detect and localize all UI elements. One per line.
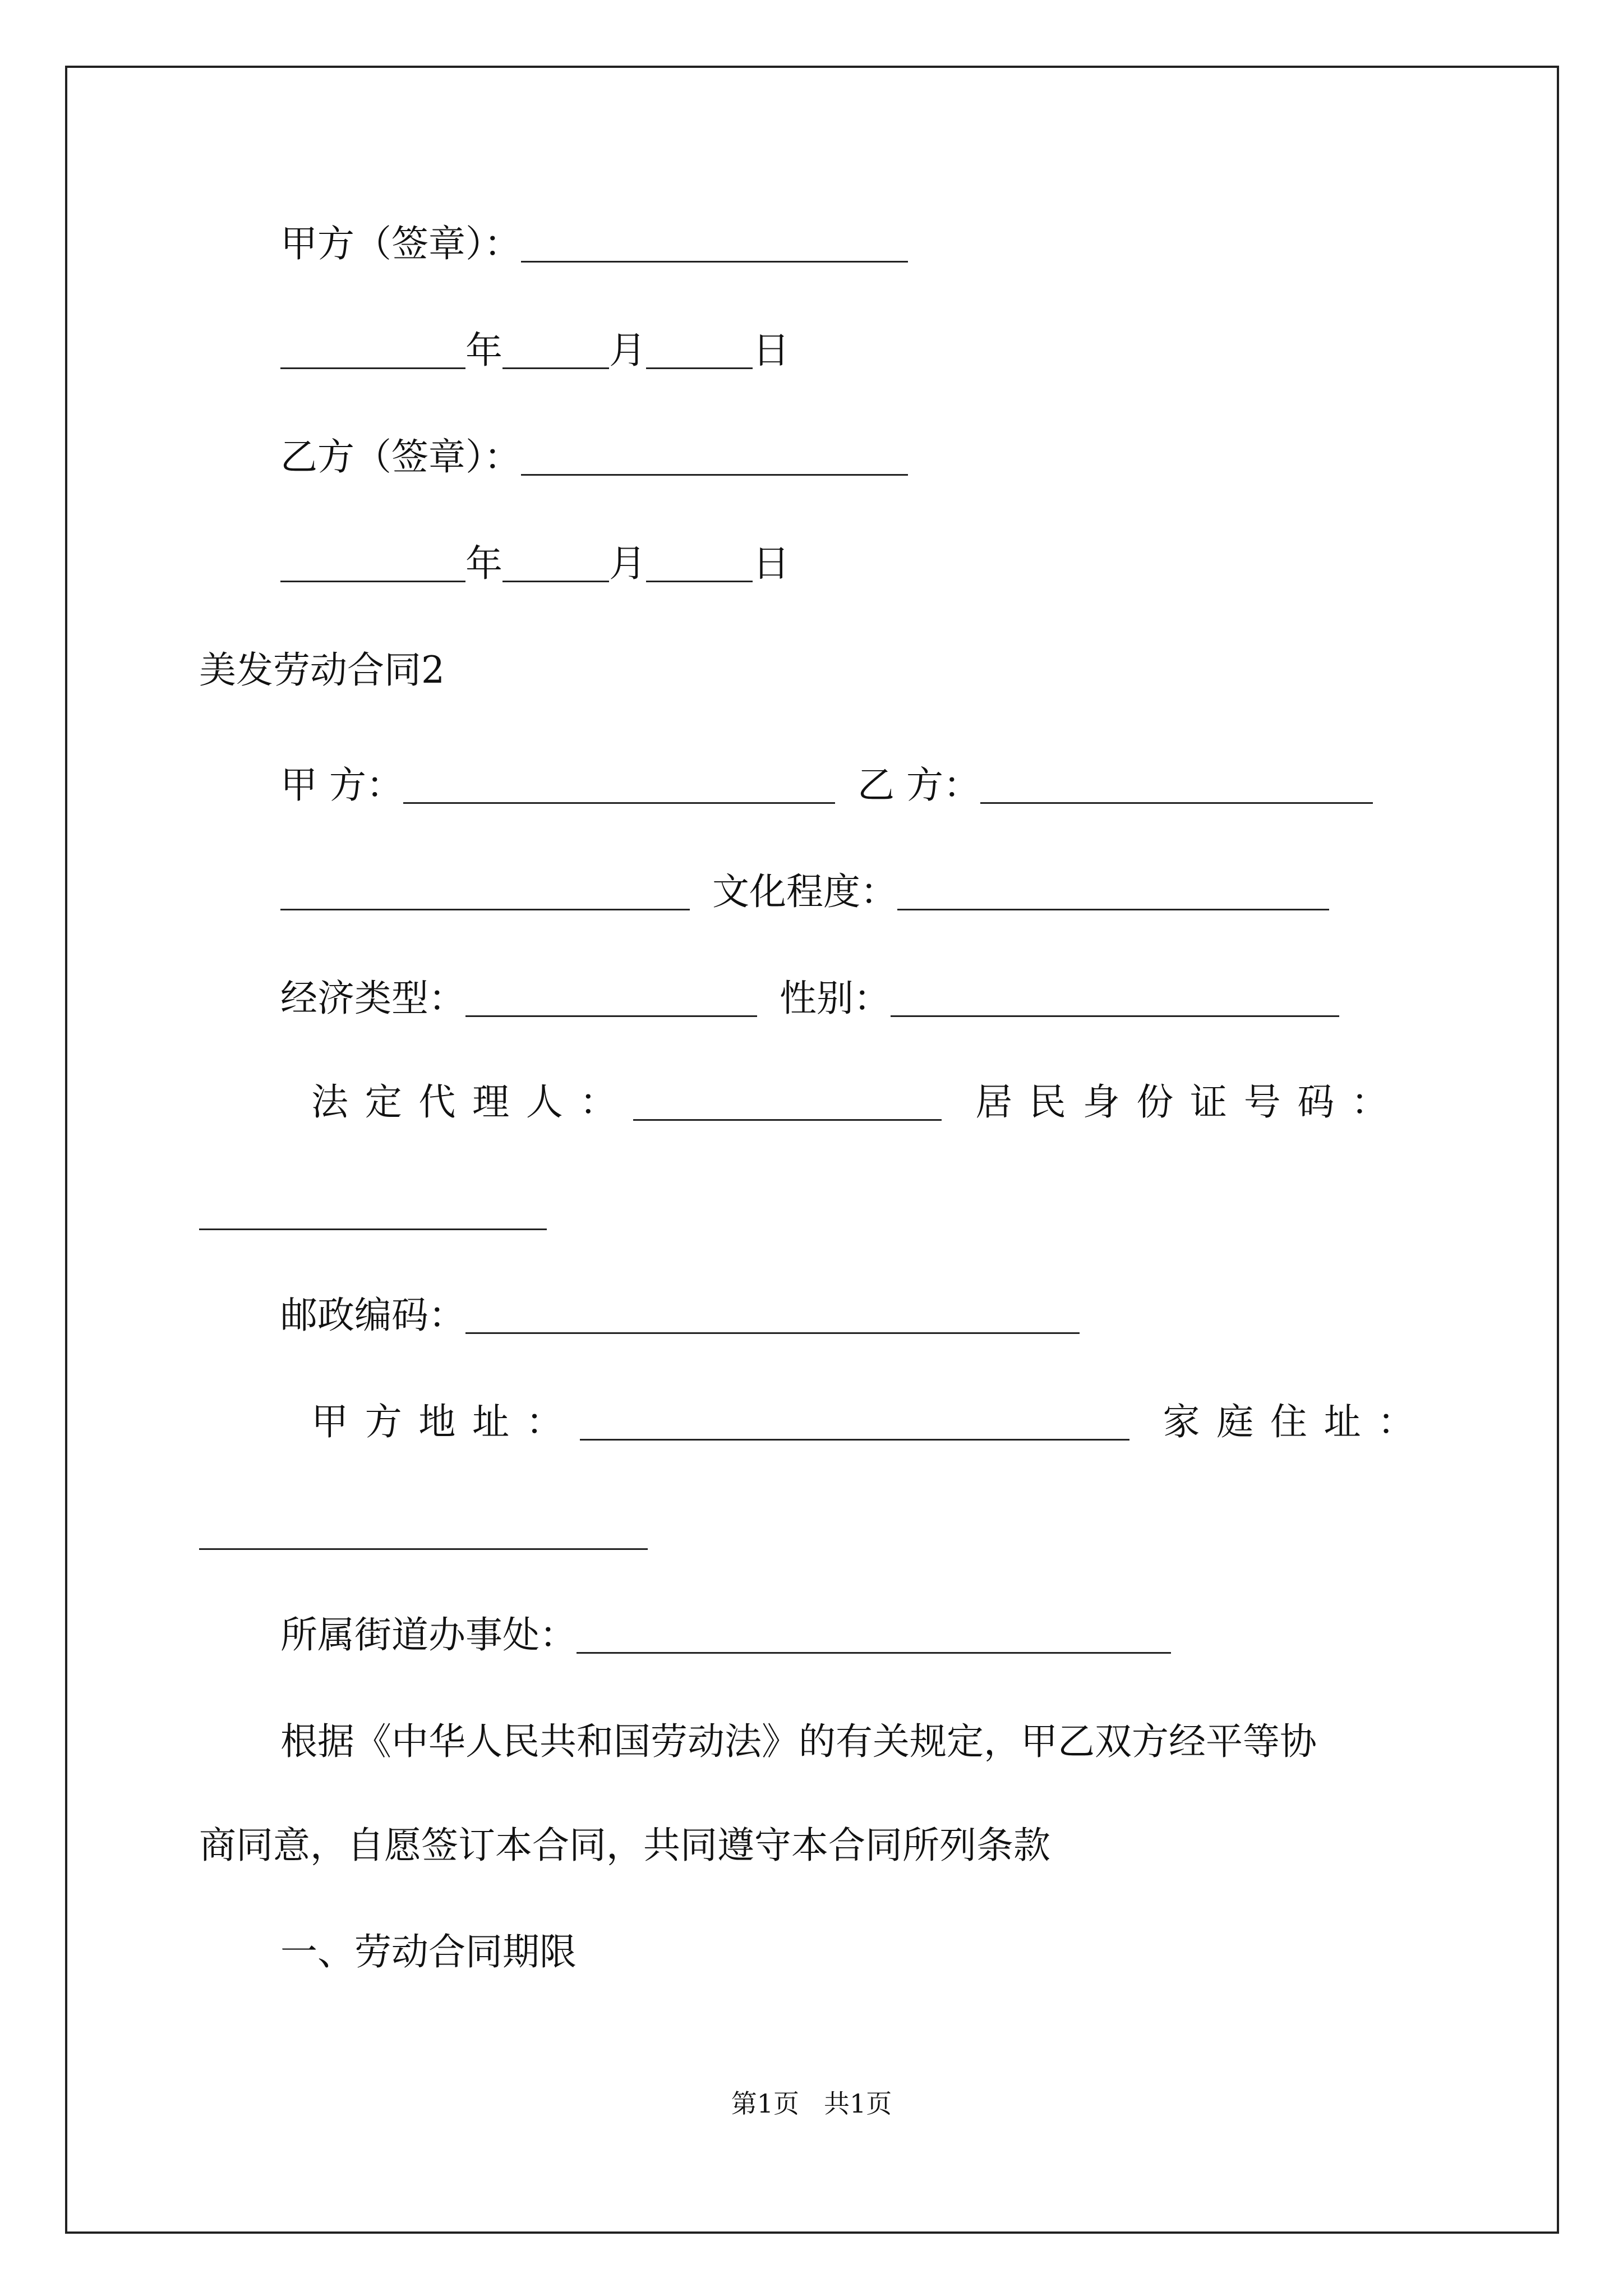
- party-b-label: 乙 方：: [857, 763, 980, 807]
- heading-text: 美发劳动合同2: [199, 648, 445, 692]
- party-a-label: 甲 方：: [280, 763, 403, 807]
- year-label-2: 年: [465, 542, 502, 585]
- econ-type-label: 经济类型：: [280, 977, 465, 1020]
- leading-blank[interactable]: [280, 869, 690, 910]
- education-label: 文化程度：: [712, 870, 897, 913]
- paragraph-line-2: [199, 1820, 1050, 1871]
- home-address-blank-line: [199, 1509, 648, 1557]
- legal-rep-blank[interactable]: [633, 1080, 942, 1121]
- education-blank[interactable]: [897, 869, 1329, 910]
- home-address-label: 家庭住址：: [1163, 1400, 1431, 1443]
- gender-label: 性别：: [780, 977, 891, 1020]
- page-number: 第1页: [731, 2088, 800, 2119]
- party-a-signature-label: 甲方（签章）：: [280, 222, 521, 265]
- parties-line: [280, 760, 1373, 811]
- year-blank-1[interactable]: [280, 328, 465, 369]
- day-blank-2[interactable]: [646, 541, 753, 582]
- econ-gender-line: [280, 973, 1339, 1024]
- document-heading: [199, 645, 445, 696]
- month-blank-1[interactable]: [502, 328, 609, 369]
- party-a-signature-blank[interactable]: [521, 222, 908, 263]
- month-blank-2[interactable]: [502, 541, 609, 582]
- year-blank-2[interactable]: [280, 541, 465, 582]
- paragraph-line-1: [280, 1717, 1317, 1767]
- postal-code-line: [280, 1290, 1080, 1341]
- section-heading-1: [280, 1927, 577, 1977]
- postal-code-label: 邮政编码：: [280, 1294, 465, 1337]
- day-blank-1[interactable]: [646, 328, 753, 369]
- year-label-1: 年: [465, 329, 502, 372]
- id-number-label: 居民身份证号码：: [975, 1080, 1405, 1124]
- page-total: 共1页: [823, 2088, 892, 2119]
- party-b-signature-blank[interactable]: [521, 435, 908, 476]
- day-label-1: 日: [753, 329, 790, 372]
- subdistrict-blank[interactable]: [577, 1613, 1171, 1654]
- page-border: [65, 66, 1559, 2234]
- day-label-2: 日: [753, 542, 790, 585]
- party-a-address-blank[interactable]: [580, 1400, 1129, 1441]
- subdistrict-label: 所属街道办事处：: [280, 1613, 577, 1657]
- party-a-address-label: 甲方地址：: [311, 1400, 580, 1443]
- date-line-2: [280, 539, 790, 589]
- education-line: [280, 867, 1329, 917]
- section-heading-text: 一、劳动合同期限: [280, 1930, 577, 1973]
- party-a-signature-line: [280, 219, 908, 269]
- month-label-1: 月: [609, 329, 646, 372]
- gender-blank[interactable]: [891, 976, 1339, 1017]
- paragraph-text-1: 根据《中华人民共和国劳动法》的有关规定，甲乙双方经平等协: [280, 1720, 1317, 1763]
- subdistrict-line: [280, 1610, 1171, 1660]
- id-number-blank-line: [199, 1189, 547, 1237]
- party-a-blank[interactable]: [403, 763, 835, 804]
- legal-rep-label: 法定代理人：: [311, 1080, 634, 1124]
- party-b-blank[interactable]: [980, 763, 1373, 804]
- page-footer: [0, 2087, 1623, 2120]
- paragraph-text-2: 商同意，自愿签订本合同，共同遵守本合同所列条款: [199, 1824, 1050, 1867]
- legal-rep-line: [311, 1077, 1405, 1128]
- month-label-2: 月: [609, 542, 646, 585]
- party-b-signature-line: [280, 432, 908, 482]
- date-line-1: [280, 325, 790, 376]
- id-number-blank[interactable]: [199, 1189, 547, 1230]
- postal-code-blank[interactable]: [465, 1293, 1080, 1334]
- econ-type-blank[interactable]: [465, 976, 757, 1017]
- home-address-blank[interactable]: [199, 1509, 648, 1550]
- address-line: [311, 1397, 1431, 1447]
- party-b-signature-label: 乙方（签章）：: [280, 435, 521, 478]
